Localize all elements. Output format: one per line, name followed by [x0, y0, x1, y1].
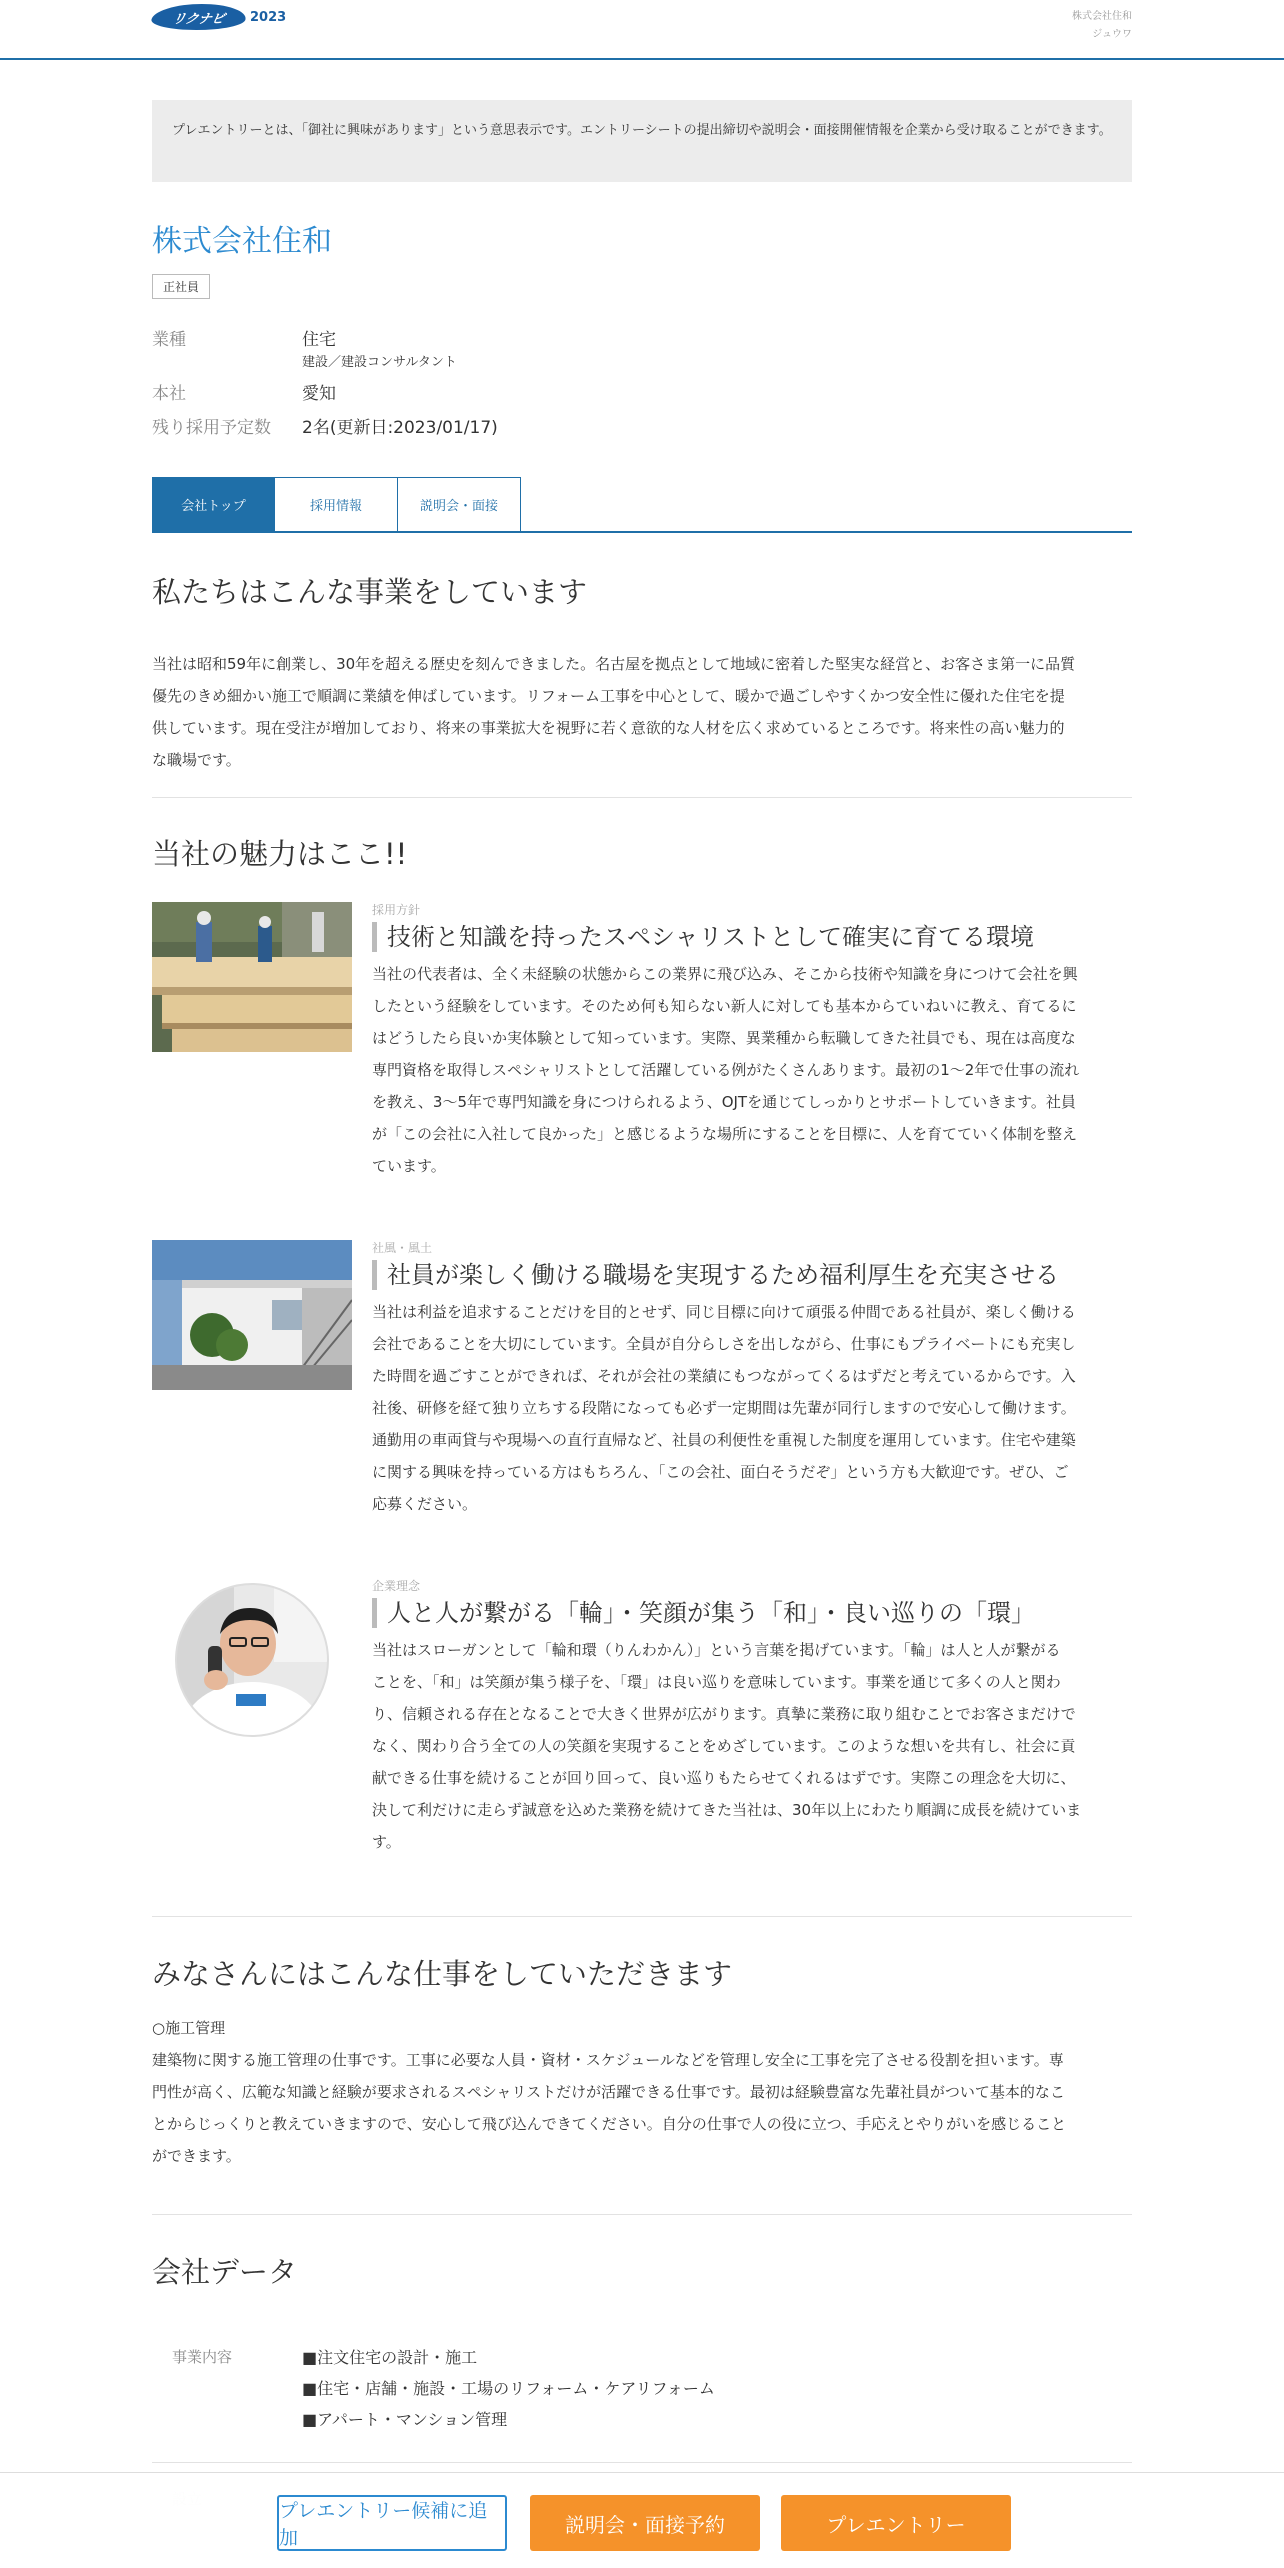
appeal-category: 社風・風土 [372, 1241, 433, 1255]
work-section [152, 1954, 1132, 2172]
text-line: 通勤用の車両貸与や現場への直行直帰など、社員の利便性を重視した制度を運用しています。住宅や建築 [372, 1431, 1076, 1449]
work-subtitle: ○施工管理 [152, 2019, 226, 2037]
tab-company-top[interactable]: 会社トップ [152, 477, 275, 531]
text-line: 優先のきめ細かい施工で順調に業績を伸ばしています。リフォーム工事を中心として、暖かで過ごしやすくかつ安全性に優れた住宅を提 [152, 687, 1065, 705]
appeal-category: 採用方針 [372, 903, 421, 917]
text-line: 当社は昭和59年に創業し、30年を超える歴史を刻んできました。名古屋を拠点として地域に密着した堅実な経営と、お客さま第一に品質 [152, 655, 1076, 673]
business-title: 私たちはこんな事業をしています [152, 575, 588, 609]
text-line: とからじっくりと教えていきますので、安心して飛び込んできてください。自分の仕事で人の役に立つ、手応えとやりがいを感じること [152, 2115, 1067, 2133]
info-row-industry [152, 327, 1132, 373]
company-data-title: 会社データ [152, 2255, 298, 2289]
info-value: 2名(更新日:2023/01/17) [302, 418, 498, 438]
business-item: ■注文住宅の設計・施工 [302, 2348, 478, 2367]
company-name: 株式会社住和 [152, 224, 332, 259]
employee-photo [174, 1582, 330, 1738]
appeal-title: 当社の魅力はここ!! [152, 837, 408, 871]
business-item: ■アパート・マンション管理 [302, 2410, 508, 2429]
tab-seminar[interactable]: 説明会・面接 [398, 477, 521, 531]
company-data-row [152, 2342, 1132, 2435]
text-line: なく、関わり合う全ての人の笑顔を実現することをめざしています。このような想いを共有し、社会に貢 [372, 1737, 1076, 1755]
appeal-category: 企業理念 [372, 1579, 421, 1593]
appeal-heading: 社員が楽しく働ける職場を実現するため福利厚生を充実させる [372, 1260, 1132, 1290]
text-line: を教え、3～5年で専門知識を身につけられるよう、OJTを通じてしっかりとサポートしていきます。社員 [372, 1093, 1076, 1111]
text-line: 当社は利益を追求することだけを目的とせず、同じ目標に向けて頑張る仲間である社員が、楽しく働ける [372, 1303, 1076, 1321]
text-line: が「この会社に入社して良かった」と感じるような場所にすることを目標に、人を育てていく体制を整え [372, 1125, 1078, 1143]
appeal-body [372, 1296, 1132, 1520]
text-line: に関する興味を持っている方はもちろん、「この会社、面白そうだぞ」という方も大歓迎です。ぜひ、ご [372, 1463, 1069, 1481]
info-value: 住宅 [302, 330, 336, 350]
action-bar [0, 2472, 1284, 2568]
company-tabs [152, 477, 1132, 533]
divider [152, 2462, 1132, 2463]
text-line: ています。 [372, 1157, 446, 1175]
office-building-photo [152, 1240, 352, 1390]
appeal-item [152, 902, 1132, 1192]
text-line: 会社であることを大切にしています。全員が自分らしさを出しながら、仕事にもプライベートにも充実し [372, 1335, 1076, 1353]
text-line: 当社はスローガンとして「輪和環（りんわかん）」という言葉を掲げています。「輪」は人と人が繋がる [372, 1641, 1061, 1659]
employment-badge: 正社員 [152, 274, 210, 299]
text-line: 社後、研修を経て独り立ちする段階になっても必ず一定期間は先輩が同行しますので安心して働けます。 [372, 1399, 1076, 1417]
company-data-label: 事業内容 [172, 2348, 233, 2366]
main-content [152, 100, 1132, 533]
business-item: ■住宅・店舗・施設・工場のリフォーム・ケアリフォーム [302, 2379, 715, 2398]
text-line: はどうしたら良いか実体験として知っています。実際、異業種から転職してきた社員でも、現在は高度な [372, 1029, 1076, 1047]
info-label: 業種 [152, 330, 186, 350]
business-text [152, 648, 1132, 776]
header-company [1072, 8, 1132, 44]
text-line: た時間を過ごすことができれば、それが会社の業績にもつながってくるはずだと考えているからです。入 [372, 1367, 1076, 1385]
info-row-openings [152, 415, 1132, 441]
header-company-kana: ジュウワ [1092, 29, 1132, 40]
text-line: 献できる仕事を続けることが回り回って、良い巡りもたらせてくれるはずです。実際この理念を大切に、 [372, 1769, 1076, 1787]
text-line: ができます。 [152, 2147, 241, 2165]
appeal-item [152, 1578, 1132, 1868]
text-line: 門性が高く、広範な知識と経験が要求されるスペシャリストだけが活躍できる仕事です。最初は経験豊富な先輩社員がついて基本的なこ [152, 2083, 1065, 2101]
add-preentry-candidate-button[interactable]: プレエントリー候補に追加 [277, 2495, 507, 2551]
appeal-heading: 技術と知識を持ったスペシャリストとして確実に育てる環境 [372, 922, 1132, 952]
divider [152, 1916, 1132, 1917]
text-line: す。 [372, 1833, 401, 1851]
appeal-text [372, 902, 1132, 1182]
text-line: したという経験をしています。そのため何も知らない新人に対しても基本からていねいに教え、育てるに [372, 997, 1077, 1015]
info-sub: 建設／建設コンサルタント [302, 355, 457, 370]
header-company-name: 株式会社住和 [1072, 11, 1132, 22]
work-title: みなさんにはこんな仕事をしていただきます [152, 1957, 733, 1991]
text-line: 当社の代表者は、全く未経験の状態からこの業界に飛び込み、そこから技術や知識を身につけて会社を興 [372, 965, 1078, 983]
text-line: 供しています。現在受注が増加しており、将来の事業拡大を視野に若く意欲的な人材を広く求めているところです。将来性の高い魅力的 [152, 719, 1065, 737]
site-header [0, 0, 1284, 60]
divider [152, 797, 1132, 798]
info-label: 本社 [152, 384, 186, 404]
logo-mark [149, 4, 249, 30]
text-line: な職場です。 [152, 751, 241, 769]
appeal-item [152, 1240, 1132, 1530]
info-value: 愛知 [302, 384, 336, 404]
business-section [152, 572, 1132, 776]
appeal-body [372, 958, 1132, 1182]
divider [152, 2214, 1132, 2215]
rikunabi-logo[interactable] [152, 4, 286, 30]
company-info [152, 327, 1132, 441]
seminar-reservation-button[interactable]: 説明会・面接予約 [530, 2495, 760, 2551]
appeal-text [372, 1240, 1132, 1520]
appeal-body [372, 1634, 1132, 1858]
info-row-hq [152, 381, 1132, 407]
appeal-heading: 人と人が繋がる「輪」・笑顔が集う「和」・良い巡りの「環」 [372, 1598, 1132, 1628]
logo-text: リクナビ [171, 11, 227, 27]
text-line: 決して利だけに走らず誠意を込めた業務を続けてきた当社は、30年以上にわたり順調に成長を続けていま [372, 1801, 1082, 1819]
preentry-notice: プレエントリーとは、「御社に興味があります」という意思表示です。エントリーシートの提出締切や説明会・面接開催情報を企業から受け取ることができます。 [152, 100, 1132, 182]
text-line: ことを、「和」は笑顔が集う様子を、「環」は良い巡りを意味しています。事業を通じて多くの人と関わ [372, 1673, 1061, 1691]
info-label: 残り採用予定数 [152, 418, 271, 438]
company-data-values [302, 2342, 715, 2435]
work-text [152, 2012, 1132, 2172]
appeal-text [372, 1578, 1132, 1858]
preentry-button[interactable]: プレエントリー [781, 2495, 1011, 2551]
text-line: り、信頼される存在となることで大きく世界が広がります。真摯に業務に取り組むことでお客さまだけで [372, 1705, 1076, 1723]
text-line: 応募ください。 [372, 1495, 478, 1513]
construction-photo [152, 902, 352, 1052]
text-line: 建築物に関する施工管理の仕事です。工事に必要な人員・資材・スケジュールなどを管理し安全に工事を完了させる役割を担います。専 [152, 2051, 1064, 2069]
text-line: 専門資格を取得しスペシャリストとして活躍している例がたくさんあります。最初の1～2年で仕事の流れ [372, 1061, 1080, 1079]
logo-year: 2023 [250, 9, 287, 25]
tab-recruit-info[interactable]: 採用情報 [275, 477, 398, 531]
